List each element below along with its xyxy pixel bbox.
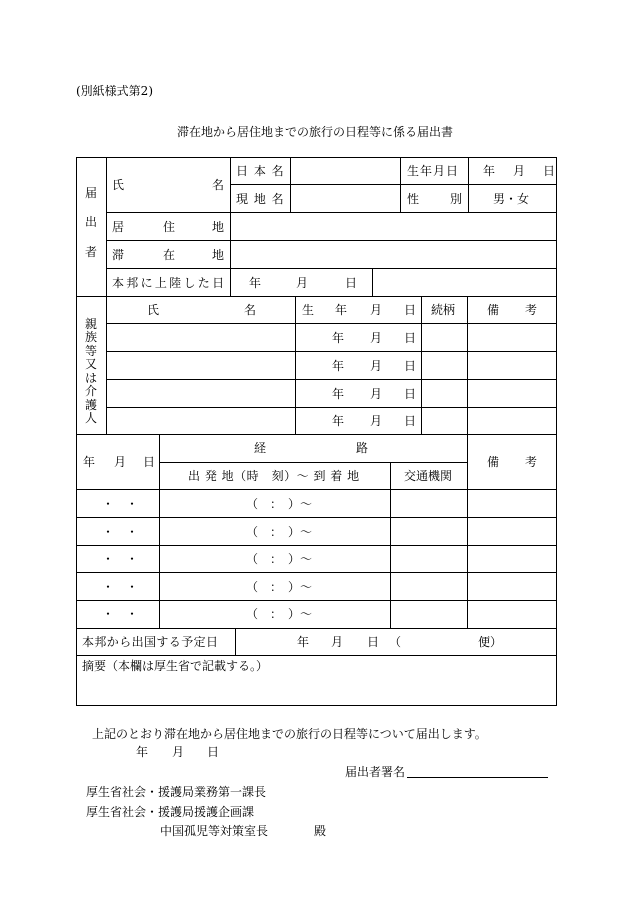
summary-label: 摘要（本欄は厚生省で記載する。） (82, 659, 269, 673)
form-code: (別紙様式第2) (76, 84, 153, 98)
honorific: 殿 (314, 824, 327, 838)
route-header: 経 (254, 441, 267, 455)
birthdate-value[interactable]: 年 月 日 (483, 164, 559, 178)
gender-value[interactable]: 男・女 (493, 192, 530, 206)
form-title: 滞在地から居住地までの旅行の日程等に係る届出書 (176, 125, 453, 139)
japanese-name-label: 日 本 名 (236, 164, 285, 178)
itinerary-remarks-header: 備 (487, 455, 500, 469)
residence-field[interactable] (231, 213, 555, 239)
applicant-section-label: 届 出 者 (84, 186, 97, 259)
relatives-remarks-header-2: 考 (525, 303, 538, 317)
landing-date-label: 本邦に上陸した日 (112, 276, 227, 290)
japanese-name-field[interactable] (291, 158, 399, 184)
local-name-field[interactable] (291, 185, 399, 211)
relatives-name-header-2: 名 (244, 303, 257, 317)
name-label: 氏 (112, 178, 125, 192)
stay-field[interactable] (231, 241, 555, 267)
itinerary-remarks-header-2: 考 (525, 455, 538, 469)
birthdate-label: 生年月日 (407, 164, 460, 178)
name-label-2: 名 (212, 178, 225, 192)
relatives-relation-header: 続柄 (431, 303, 456, 317)
route-header-2: 路 (356, 441, 369, 455)
gender-label: 性 (407, 192, 420, 206)
summary-field[interactable] (77, 676, 555, 704)
signature-line[interactable] (407, 777, 548, 778)
declaration-text: 上記のとおり滞在地から居住地までの旅行の日程等について届出します。 (92, 727, 487, 741)
route-subheader: 出 発 地（時 刻）～ 到 着 地 (188, 469, 360, 483)
departure-label: 本邦から出国する予定日 (82, 635, 219, 649)
relatives-name-header: 氏 (147, 303, 160, 317)
addressee-line-3: 中国孤児等対策室長 (160, 824, 269, 838)
signature-label: 届出者署名 (345, 765, 406, 779)
transport-header: 交通機関 (404, 469, 453, 483)
relatives-remarks-header: 備 (487, 303, 500, 317)
addressee-line-2: 厚生省社会・援護局援護企画課 (86, 805, 255, 819)
addressee-line-1: 厚生省社会・援護局業務第一課長 (86, 785, 267, 799)
local-name-label: 現 地 名 (236, 192, 285, 206)
relatives-section-label: 親 族 等 又 は 介 護 人 (84, 317, 97, 426)
gender-label-2: 別 (450, 192, 463, 206)
